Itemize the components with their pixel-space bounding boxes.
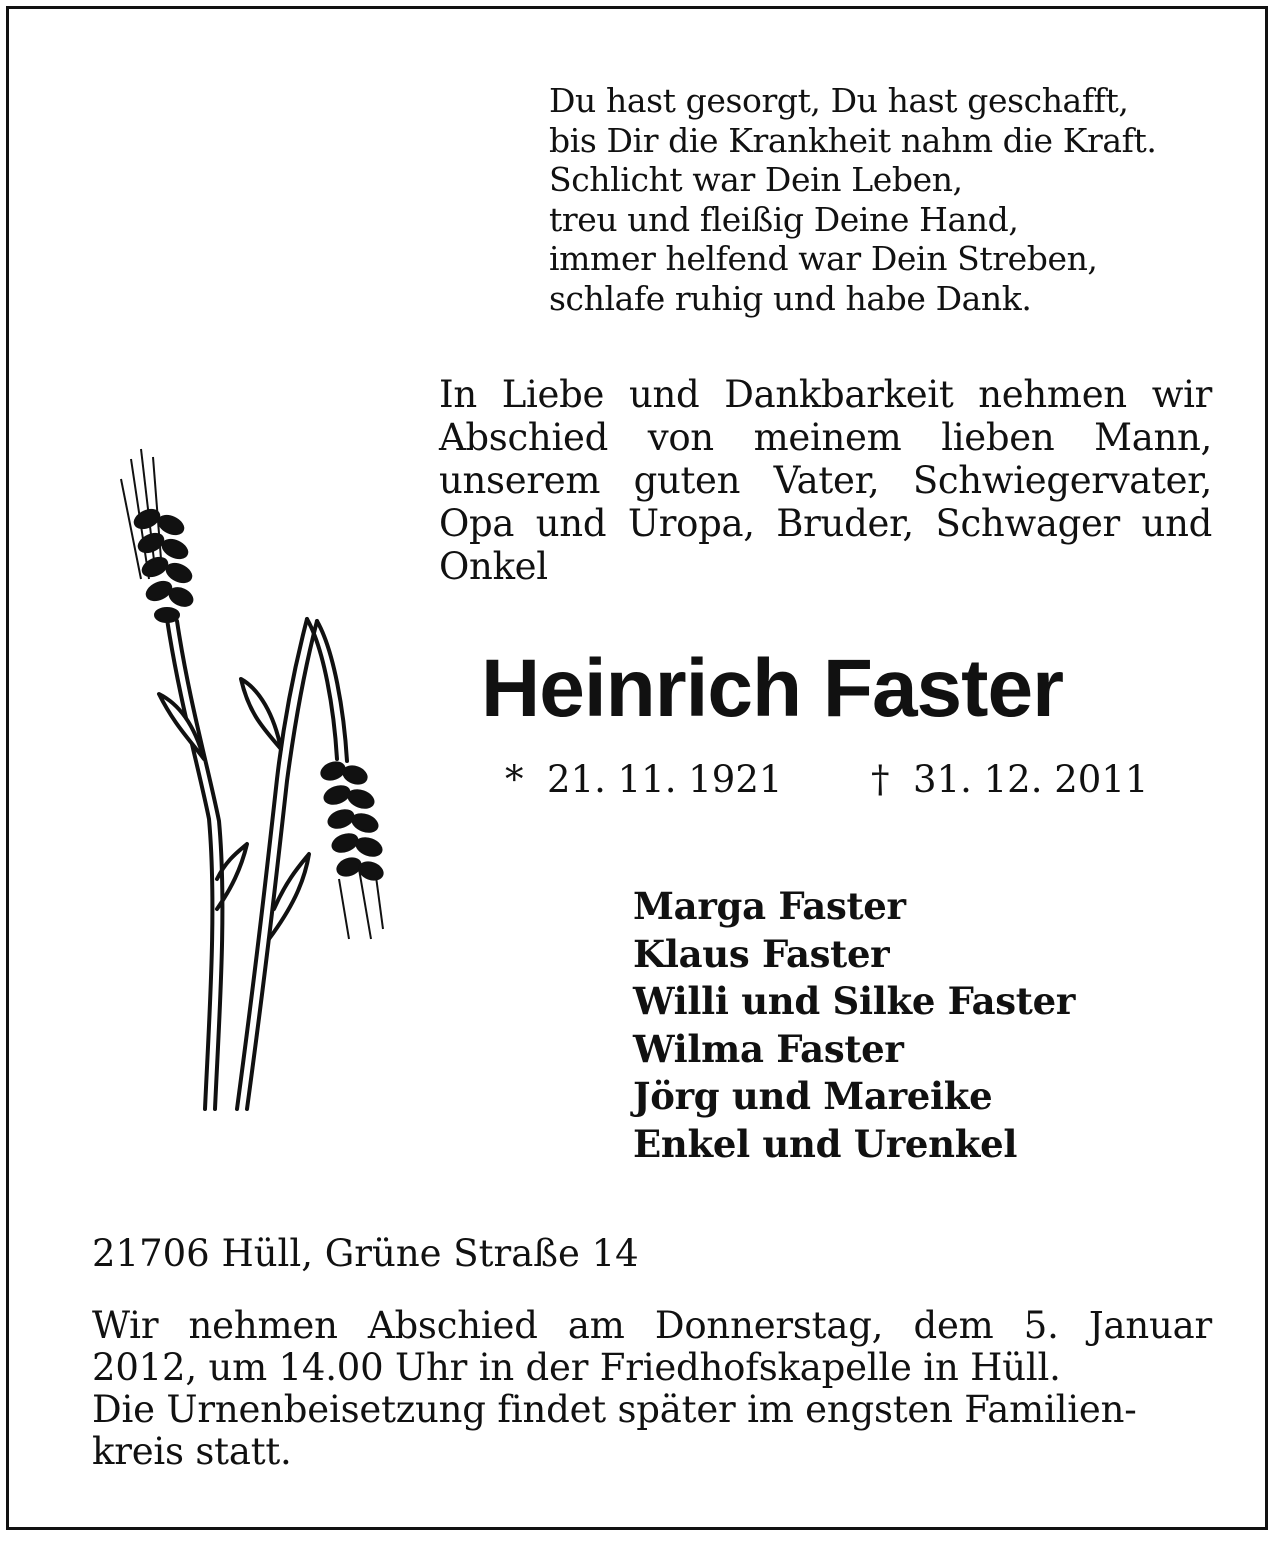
poem-line: schlafe ruhig und habe Dank. xyxy=(549,278,1032,318)
death-date xyxy=(871,757,1148,803)
death-date-value: 31. 12. 2011 xyxy=(913,758,1149,801)
mourner-name: Jörg und Mareike xyxy=(633,1074,993,1119)
mourner-name: Enkel und Urenkel xyxy=(633,1121,1018,1166)
birth-date-value: 21. 11. 1921 xyxy=(547,758,783,801)
mourner-name: Klaus Faster xyxy=(633,931,890,976)
service-line: Wir nehmen Abschied am Donnerstag, dem 5. Januar xyxy=(92,1304,1212,1347)
death-symbol: † xyxy=(871,758,890,801)
intro-text: In Liebe und Dankbarkeit nehmen wir Abschied von meinem lieben Mann, unserem guten Vater, Schwiegervater, Opa und Uropa, Bruder, Schwager und Onkel xyxy=(439,373,1212,588)
deceased-name: Heinrich Faster xyxy=(481,643,1063,734)
mourner-name: Willi und Silke Faster xyxy=(633,979,1076,1024)
birth-date xyxy=(505,757,782,803)
birth-symbol: * xyxy=(505,758,524,801)
obituary-frame xyxy=(6,6,1268,1530)
service-line: kreis statt. xyxy=(92,1430,292,1473)
service-info xyxy=(92,1305,1212,1473)
service-line: 2012, um 14.00 Uhr in der Friedhofskapelle in Hüll. xyxy=(92,1346,1061,1389)
mourners-list xyxy=(633,883,1075,1169)
service-line: Die Urnenbeisetzung findet später im engsten Familien- xyxy=(92,1388,1137,1431)
poem-line: treu und fleißig Deine Hand, xyxy=(549,199,1019,239)
poem-line: Du hast gesorgt, Du hast geschafft, xyxy=(549,81,1129,120)
poem-line: Schlicht war Dein Leben, xyxy=(549,160,963,200)
poem-line: immer helfend war Dein Streben, xyxy=(549,239,1098,279)
poem xyxy=(549,81,1156,319)
poem-line: bis Dir die Krankheit nahm die Kraft. xyxy=(549,120,1157,160)
address: 21706 Hüll, Grüne Straße 14 xyxy=(92,1232,639,1275)
wheat-ears-icon xyxy=(109,439,399,1119)
mourner-name: Marga Faster xyxy=(633,884,906,928)
mourner-name: Wilma Faster xyxy=(633,1026,904,1071)
